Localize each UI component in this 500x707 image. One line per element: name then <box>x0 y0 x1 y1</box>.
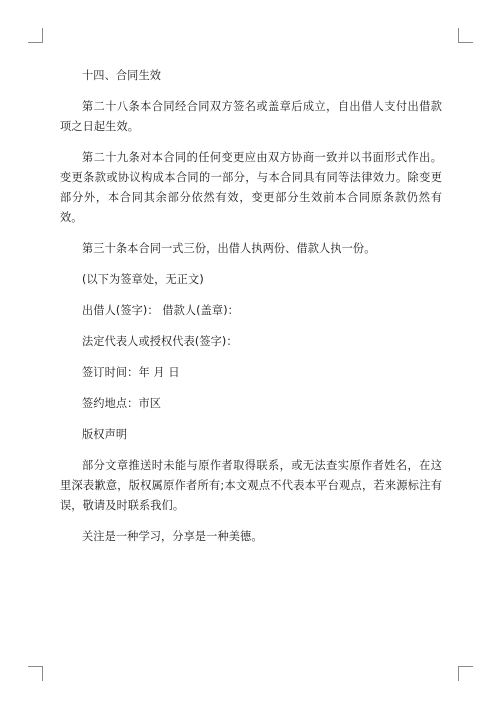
closing-line: 关注是一种学习，分享是一种美德。 <box>82 530 263 543</box>
article-28: 第二十八条本合同经合同双方签名或盖章后成立，自出借人支付出借款项之日起生效。 <box>60 100 442 133</box>
crop-mark-top-right <box>458 28 473 43</box>
article-29: 第二十九条对本合同的任何变更应由双方协商一致并以书面形式作出。变更条款或协议构成本合同的一部分，与本合同具有同等法律效力。除变更部分外，本合同其余部分依然有效，变更部分生效前本合同原条款仍然有效。 <box>60 151 442 224</box>
crop-mark-bottom-left <box>28 666 43 681</box>
signature-parties: 出借人(签字)： 借款人(盖章)： <box>82 304 239 317</box>
copyright-statement: 部分文章推送时未能与原作者取得联系，或无法查实原作者姓名，在这里深表歉意，版权属原作者所有;本文观点不代表本平台观点，若来源标注有误，敬请及时联系我们。 <box>60 459 442 512</box>
document-body <box>60 66 442 558</box>
crop-mark-bottom-right <box>458 666 473 681</box>
signing-date: 签订时间：年 月 日 <box>82 366 180 379</box>
crop-mark-top-left <box>28 28 43 43</box>
signature-note: (以下为签章处，无正文) <box>82 273 204 286</box>
signing-place: 签约地点：市区 <box>82 397 162 410</box>
signature-representative: 法定代表人或授权代表(签字)： <box>82 335 238 348</box>
article-30: 第三十条本合同一式三份，出借人执两份、借款人执一份。 <box>82 242 376 255</box>
section-heading: 十四、合同生效 <box>82 69 162 82</box>
copyright-heading: 版权声明 <box>82 428 128 441</box>
